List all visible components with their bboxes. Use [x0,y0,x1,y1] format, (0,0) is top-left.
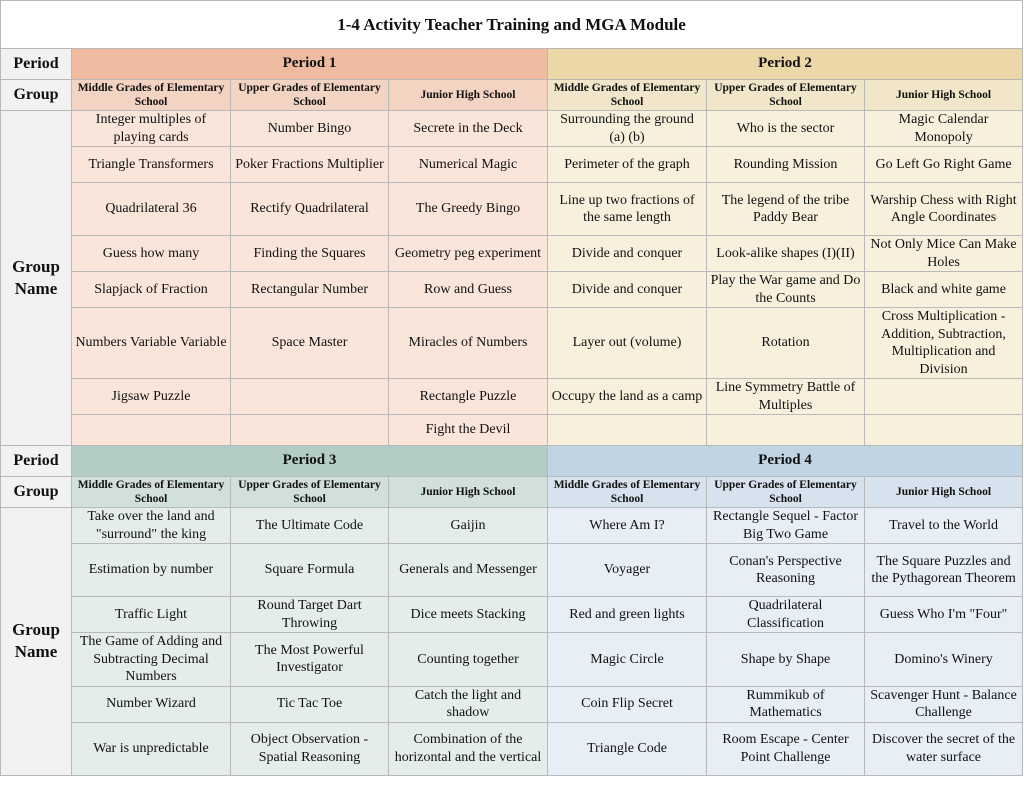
table-row [1,722,1023,775]
activity-cell: Divide and conquer [548,236,707,272]
activity-cell: Miracles of Numbers [389,308,548,379]
activity-cell: Geometry peg experiment [389,236,548,272]
activity-cell: Surrounding the ground (a) (b) [548,111,707,147]
activity-cell: Integer multiples of playing cards [72,111,231,147]
title-row [1,1,1023,49]
group-header: Middle Grades of Elementary School [548,477,707,508]
period-3-header: Period 3 [72,446,548,477]
period-label: Period [1,446,72,477]
activity-cell: The Ultimate Code [231,508,389,544]
activity-cell [548,415,707,446]
group-label: Group [1,477,72,508]
group-label: Group [1,80,72,111]
activity-cell: Shape by Shape [707,633,865,687]
activity-cell: Combination of the horizontal and the vertical [389,722,548,775]
activity-cell: Scavenger Hunt - Balance Challenge [865,686,1023,722]
activity-cell [231,379,389,415]
group-header: Upper Grades of Elementary School [231,477,389,508]
table-row [1,308,1023,379]
activity-cell: Look-alike shapes (I)(II) [707,236,865,272]
table-row [1,633,1023,687]
group-row-bottom [1,477,1023,508]
activity-cell: Rectify Quadrilateral [231,183,389,236]
activity-cell: Magic Calendar Monopoly [865,111,1023,147]
activity-cell: Where Am I? [548,508,707,544]
activity-cell: Divide and conquer [548,272,707,308]
table-row [1,597,1023,633]
table-row [1,183,1023,236]
activity-cell: Number Bingo [231,111,389,147]
activity-cell: Occupy the land as a camp [548,379,707,415]
period-4-header: Period 4 [548,446,1023,477]
group-header: Middle Grades of Elementary School [548,80,707,111]
activity-cell: Magic Circle [548,633,707,687]
activity-cell: Domino's Winery [865,633,1023,687]
activity-cell: Number Wizard [72,686,231,722]
period-1-header: Period 1 [72,49,548,80]
activity-cell [865,415,1023,446]
activity-cell: Red and green lights [548,597,707,633]
activity-cell: Gaijin [389,508,548,544]
activity-cell: Round Target Dart Throwing [231,597,389,633]
table-row [1,379,1023,415]
activity-cell: Jigsaw Puzzle [72,379,231,415]
activity-cell [707,415,865,446]
activity-cell: Room Escape - Center Point Challenge [707,722,865,775]
activity-cell [72,415,231,446]
group-name-label: Group Name [1,111,72,446]
period-row-top [1,49,1023,80]
activity-cell: Secrete in the Deck [389,111,548,147]
activity-cell: Poker Fractions Multiplier [231,147,389,183]
activity-cell: Quadrilateral 36 [72,183,231,236]
activity-cell: Counting together [389,633,548,687]
period-label: Period [1,49,72,80]
activity-cell: Quadrilateral Classification [707,597,865,633]
activity-cell: Warship Chess with Right Angle Coordinates [865,183,1023,236]
activity-cell: Layer out (volume) [548,308,707,379]
activity-cell: Conan's Perspective Reasoning [707,544,865,597]
activity-cell: Object Observation - Spatial Reasoning [231,722,389,775]
group-header: Middle Grades of Elementary School [72,80,231,111]
group-header: Upper Grades of Elementary School [707,80,865,111]
activity-cell: Not Only Mice Can Make Holes [865,236,1023,272]
activity-cell: The Greedy Bingo [389,183,548,236]
activity-cell: Line Symmetry Battle of Multiples [707,379,865,415]
activity-cell: Tic Tac Toe [231,686,389,722]
activity-cell: Go Left Go Right Game [865,147,1023,183]
group-header: Upper Grades of Elementary School [231,80,389,111]
group-header: Junior High School [389,80,548,111]
activity-cell: Catch the light and shadow [389,686,548,722]
activity-cell: Estimation by number [72,544,231,597]
activity-cell: Rectangular Number [231,272,389,308]
activity-cell: Fight the Devil [389,415,548,446]
activity-cell: Black and white game [865,272,1023,308]
group-name-label: Group Name [1,508,72,776]
group-header: Junior High School [865,80,1023,111]
activity-cell: Triangle Code [548,722,707,775]
activity-cell: Traffic Light [72,597,231,633]
activity-cell: Perimeter of the graph [548,147,707,183]
group-header: Junior High School [865,477,1023,508]
activity-cell: The Game of Adding and Subtracting Decimal Numbers [72,633,231,687]
activity-cell: Guess how many [72,236,231,272]
table-row [1,111,1023,147]
group-row-top [1,80,1023,111]
activity-cell: The Square Puzzles and the Pythagorean Theorem [865,544,1023,597]
activity-cell: Rounding Mission [707,147,865,183]
activity-cell: Generals and Messenger [389,544,548,597]
group-header: Middle Grades of Elementary School [72,477,231,508]
table-row [1,236,1023,272]
table-row [1,686,1023,722]
activity-cell: Rectangle Sequel - Factor Big Two Game [707,508,865,544]
table-row [1,508,1023,544]
activity-cell: Dice meets Stacking [389,597,548,633]
activity-cell: Space Master [231,308,389,379]
activity-cell: Line up two fractions of the same length [548,183,707,236]
period-2-header: Period 2 [548,49,1023,80]
activity-cell: The Most Powerful Investigator [231,633,389,687]
activity-cell: Cross Multiplication - Addition, Subtraction, Multiplication and Division [865,308,1023,379]
document-title: 1-4 Activity Teacher Training and MGA Module [1,1,1023,49]
activity-cell: Voyager [548,544,707,597]
activity-cell: Slapjack of Fraction [72,272,231,308]
activity-cell: Guess Who I'm "Four" [865,597,1023,633]
activity-cell [865,379,1023,415]
table-row [1,544,1023,597]
activity-cell: The legend of the tribe Paddy Bear [707,183,865,236]
activity-cell: Finding the Squares [231,236,389,272]
activity-cell: Rotation [707,308,865,379]
activity-cell: Take over the land and "surround" the king [72,508,231,544]
activity-cell [231,415,389,446]
group-header: Upper Grades of Elementary School [707,477,865,508]
activity-cell: Discover the secret of the water surface [865,722,1023,775]
activity-cell: Triangle Transformers [72,147,231,183]
group-header: Junior High School [389,477,548,508]
table-row [1,147,1023,183]
period-row-bottom [1,446,1023,477]
activity-cell: Numbers Variable Variable [72,308,231,379]
activity-cell: Square Formula [231,544,389,597]
activity-cell: Rummikub of Mathematics [707,686,865,722]
activity-cell: Rectangle Puzzle [389,379,548,415]
activity-cell: Coin Flip Secret [548,686,707,722]
activity-cell: Travel to the World [865,508,1023,544]
activity-cell: Play the War game and Do the Counts [707,272,865,308]
activity-cell: Numerical Magic [389,147,548,183]
table-row [1,272,1023,308]
table-row [1,415,1023,446]
activity-cell: Row and Guess [389,272,548,308]
activity-cell: Who is the sector [707,111,865,147]
activity-cell: War is unpredictable [72,722,231,775]
